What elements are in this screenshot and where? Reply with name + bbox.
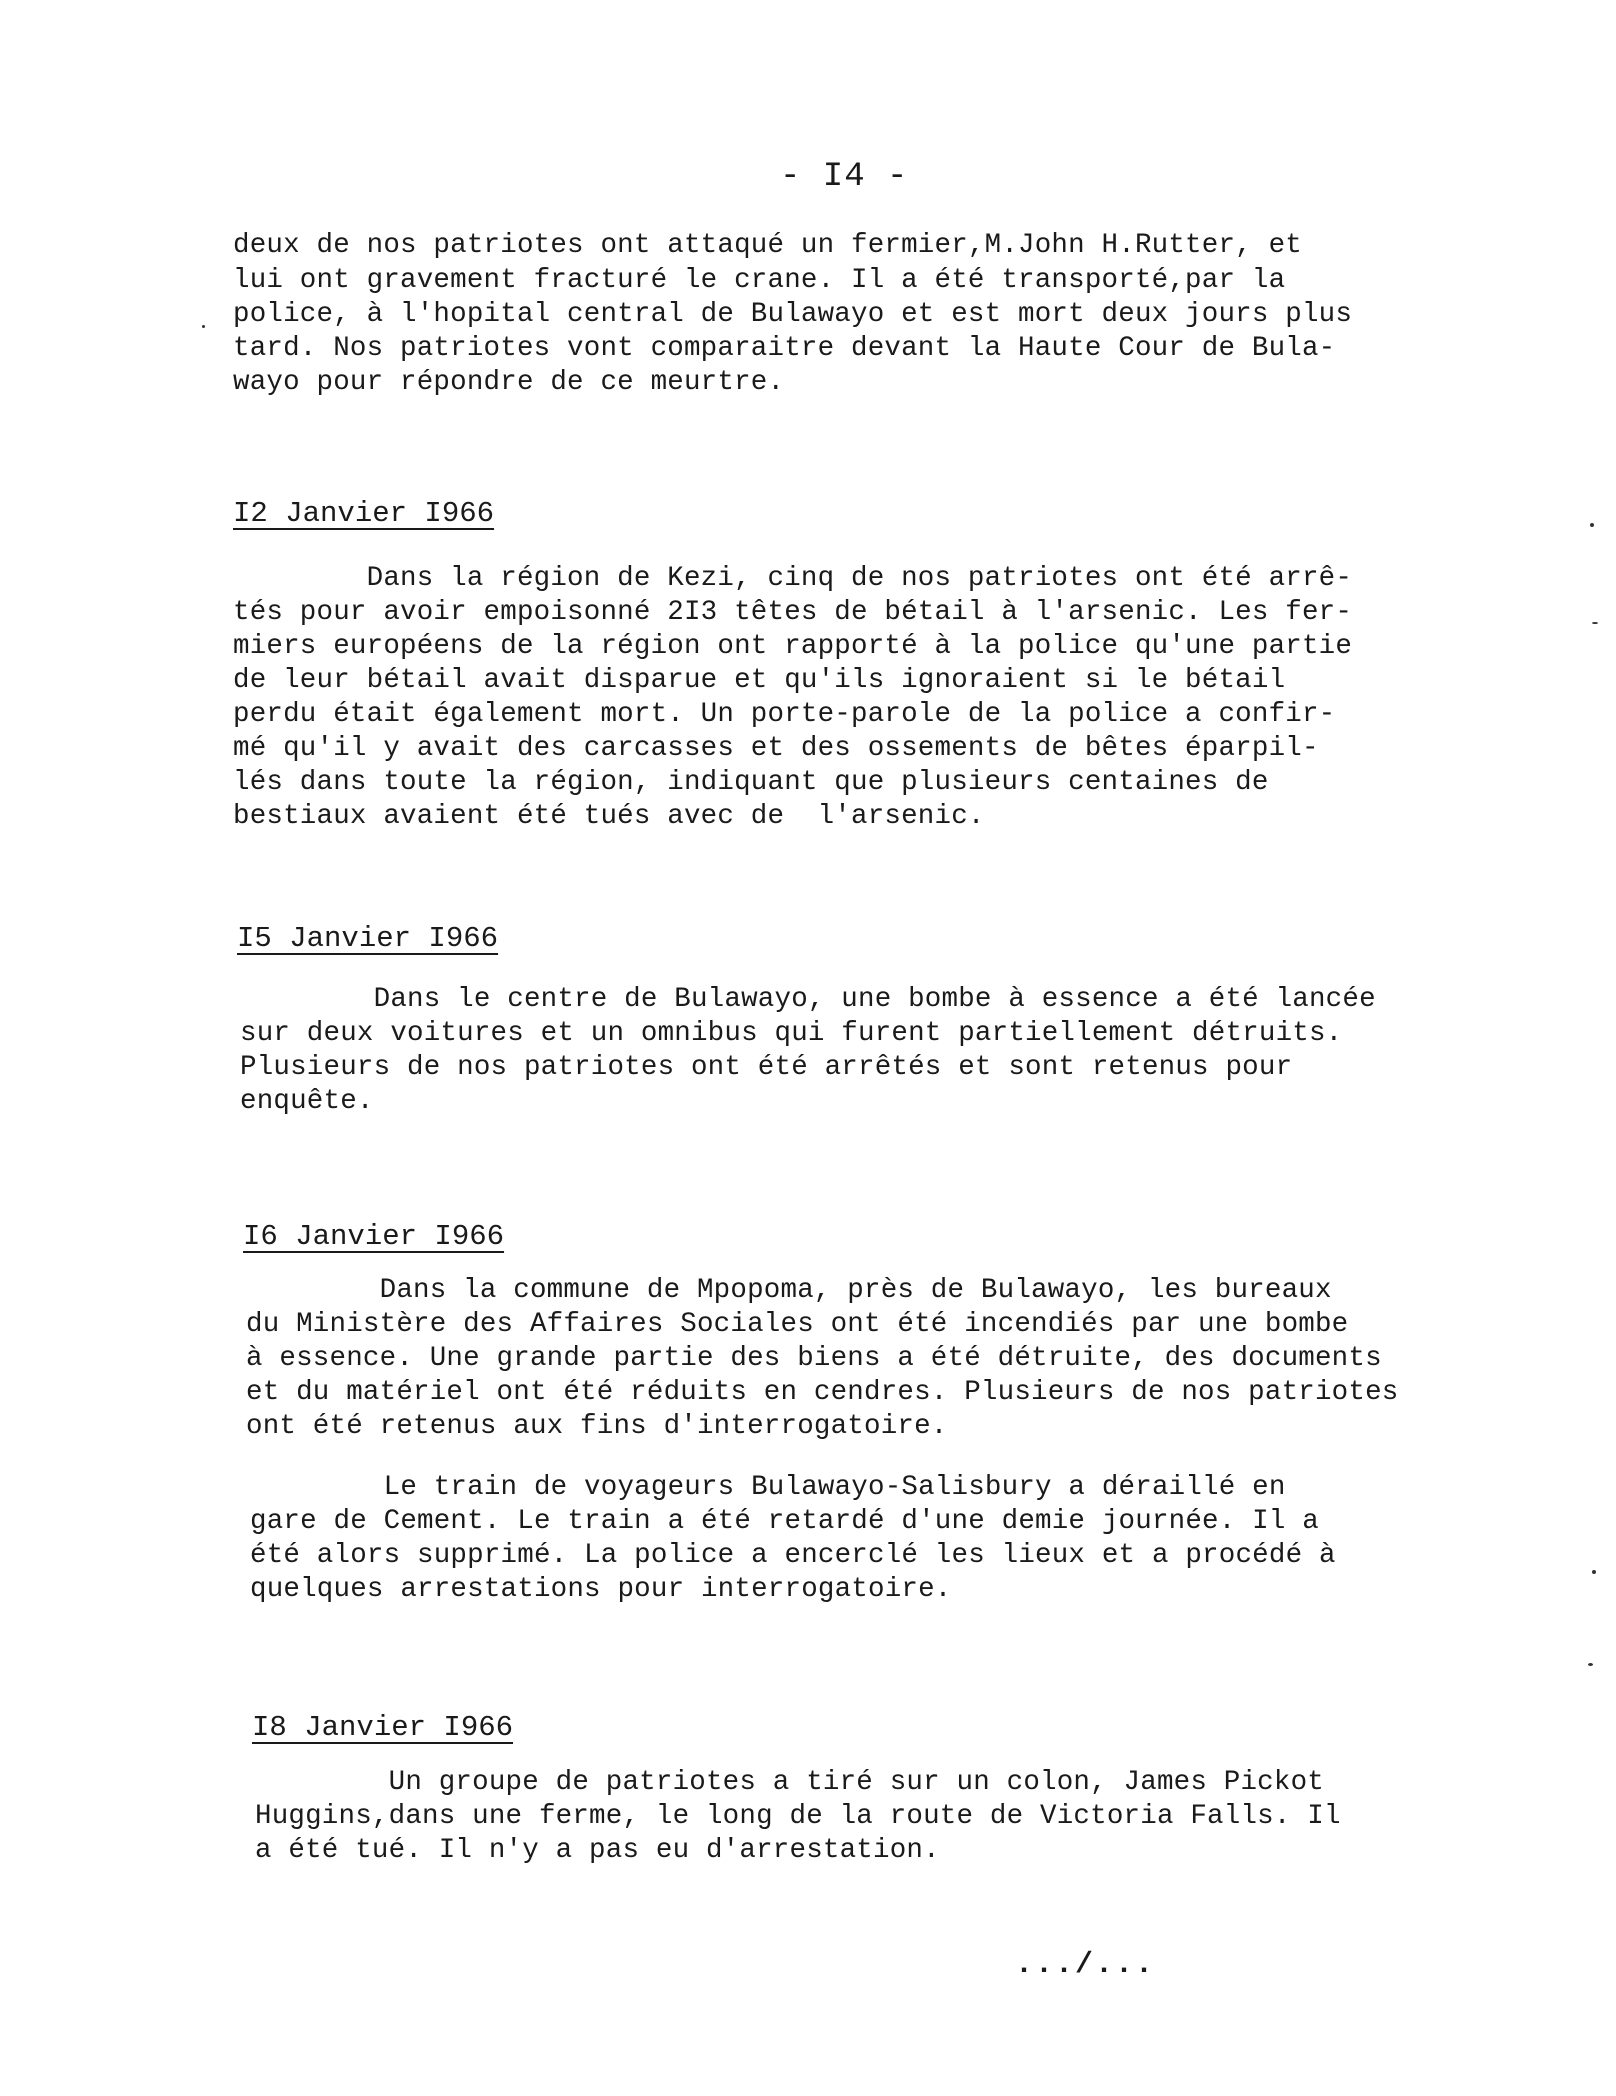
paragraph-line: Dans le centre de Bulawayo, une bombe à essence a été lancée — [240, 984, 1376, 1015]
intro-line: lui ont gravement fracturé le crane. Il a été transporté,par la — [233, 265, 1286, 296]
page-number: - I4 - — [780, 158, 909, 196]
paragraph-line: été alors supprimé. La police a encerclé les lieux et a procédé à — [250, 1540, 1336, 1571]
paragraph-line: bestiaux avaient été tués avec de l'arsenic. — [233, 801, 985, 832]
paragraph-line: de leur bétail avait disparue et qu'ils ignoraient si le bétail — [233, 665, 1286, 696]
paragraph-line: Le train de voyageurs Bulawayo-Salisbury a déraillé en — [250, 1472, 1286, 1503]
scan-speck — [1588, 1663, 1593, 1666]
paragraph-line: tés pour avoir empoisonné 2I3 têtes de bétail à l'arsenic. Les fer- — [233, 597, 1353, 628]
paragraph-line: sur deux voitures et un omnibus qui furent partiellement détruits. — [240, 1018, 1343, 1049]
intro-line: police, à l'hopital central de Bulawayo et est mort deux jours plus — [233, 299, 1353, 330]
scan-speck — [1592, 1570, 1596, 1574]
intro-line: wayo pour répondre de ce meurtre. — [233, 367, 785, 398]
entry-date-heading: I8 Janvier I966 — [252, 1711, 514, 1744]
paragraph-line: perdu était également mort. Un porte-parole de la police a confir- — [233, 699, 1336, 730]
paragraph-line: mé qu'il y avait des carcasses et des ossements de bêtes éparpil- — [233, 733, 1319, 764]
intro-line: deux de nos patriotes ont attaqué un fermier,M.John H.Rutter, et — [233, 230, 1302, 261]
paragraph-line: et du matériel ont été réduits en cendres. Plusieurs de nos patriotes — [246, 1377, 1399, 1408]
scan-speck — [202, 325, 205, 328]
entry-date-heading: I5 Janvier I966 — [237, 922, 499, 955]
paragraph-line: Dans la région de Kezi, cinq de nos patriotes ont été arrê- — [233, 563, 1353, 594]
paragraph-line: miers européens de la région ont rapporté à la police qu'une partie — [233, 631, 1353, 662]
paragraph-line: lés dans toute la région, indiquant que plusieurs centaines de — [233, 767, 1269, 798]
entry-date-heading: I2 Janvier I966 — [233, 497, 495, 530]
scan-speck — [1592, 622, 1598, 624]
intro-line: tard. Nos patriotes vont comparaitre devant la Haute Cour de Bula- — [233, 333, 1336, 364]
scan-speck — [1590, 523, 1594, 527]
paragraph-line: Un groupe de patriotes a tiré sur un colon, James Pickot — [255, 1767, 1324, 1798]
paragraph-line: a été tué. Il n'y a pas eu d'arrestation. — [255, 1835, 940, 1866]
continuation-mark: .../... — [1015, 1948, 1156, 1982]
paragraph-line: du Ministère des Affaires Sociales ont été incendiés par une bombe — [246, 1309, 1349, 1340]
entry-date-heading: I6 Janvier I966 — [243, 1220, 505, 1253]
paragraph-line: ont été retenus aux fins d'interrogatoire. — [246, 1411, 948, 1442]
paragraph-line: Huggins,dans une ferme, le long de la route de Victoria Falls. Il — [255, 1801, 1341, 1832]
paragraph-line: gare de Cement. Le train a été retardé d'une demie journée. Il a — [250, 1506, 1319, 1537]
paragraph-line: à essence. Une grande partie des biens a été détruite, des documents — [246, 1343, 1382, 1374]
paragraph-line: Plusieurs de nos patriotes ont été arrêtés et sont retenus pour — [240, 1052, 1293, 1083]
paragraph-line: quelques arrestations pour interrogatoire. — [250, 1574, 952, 1605]
paragraph-line: enquête. — [240, 1086, 374, 1117]
paragraph-line: Dans la commune de Mpopoma, près de Bulawayo, les bureaux — [246, 1275, 1332, 1306]
